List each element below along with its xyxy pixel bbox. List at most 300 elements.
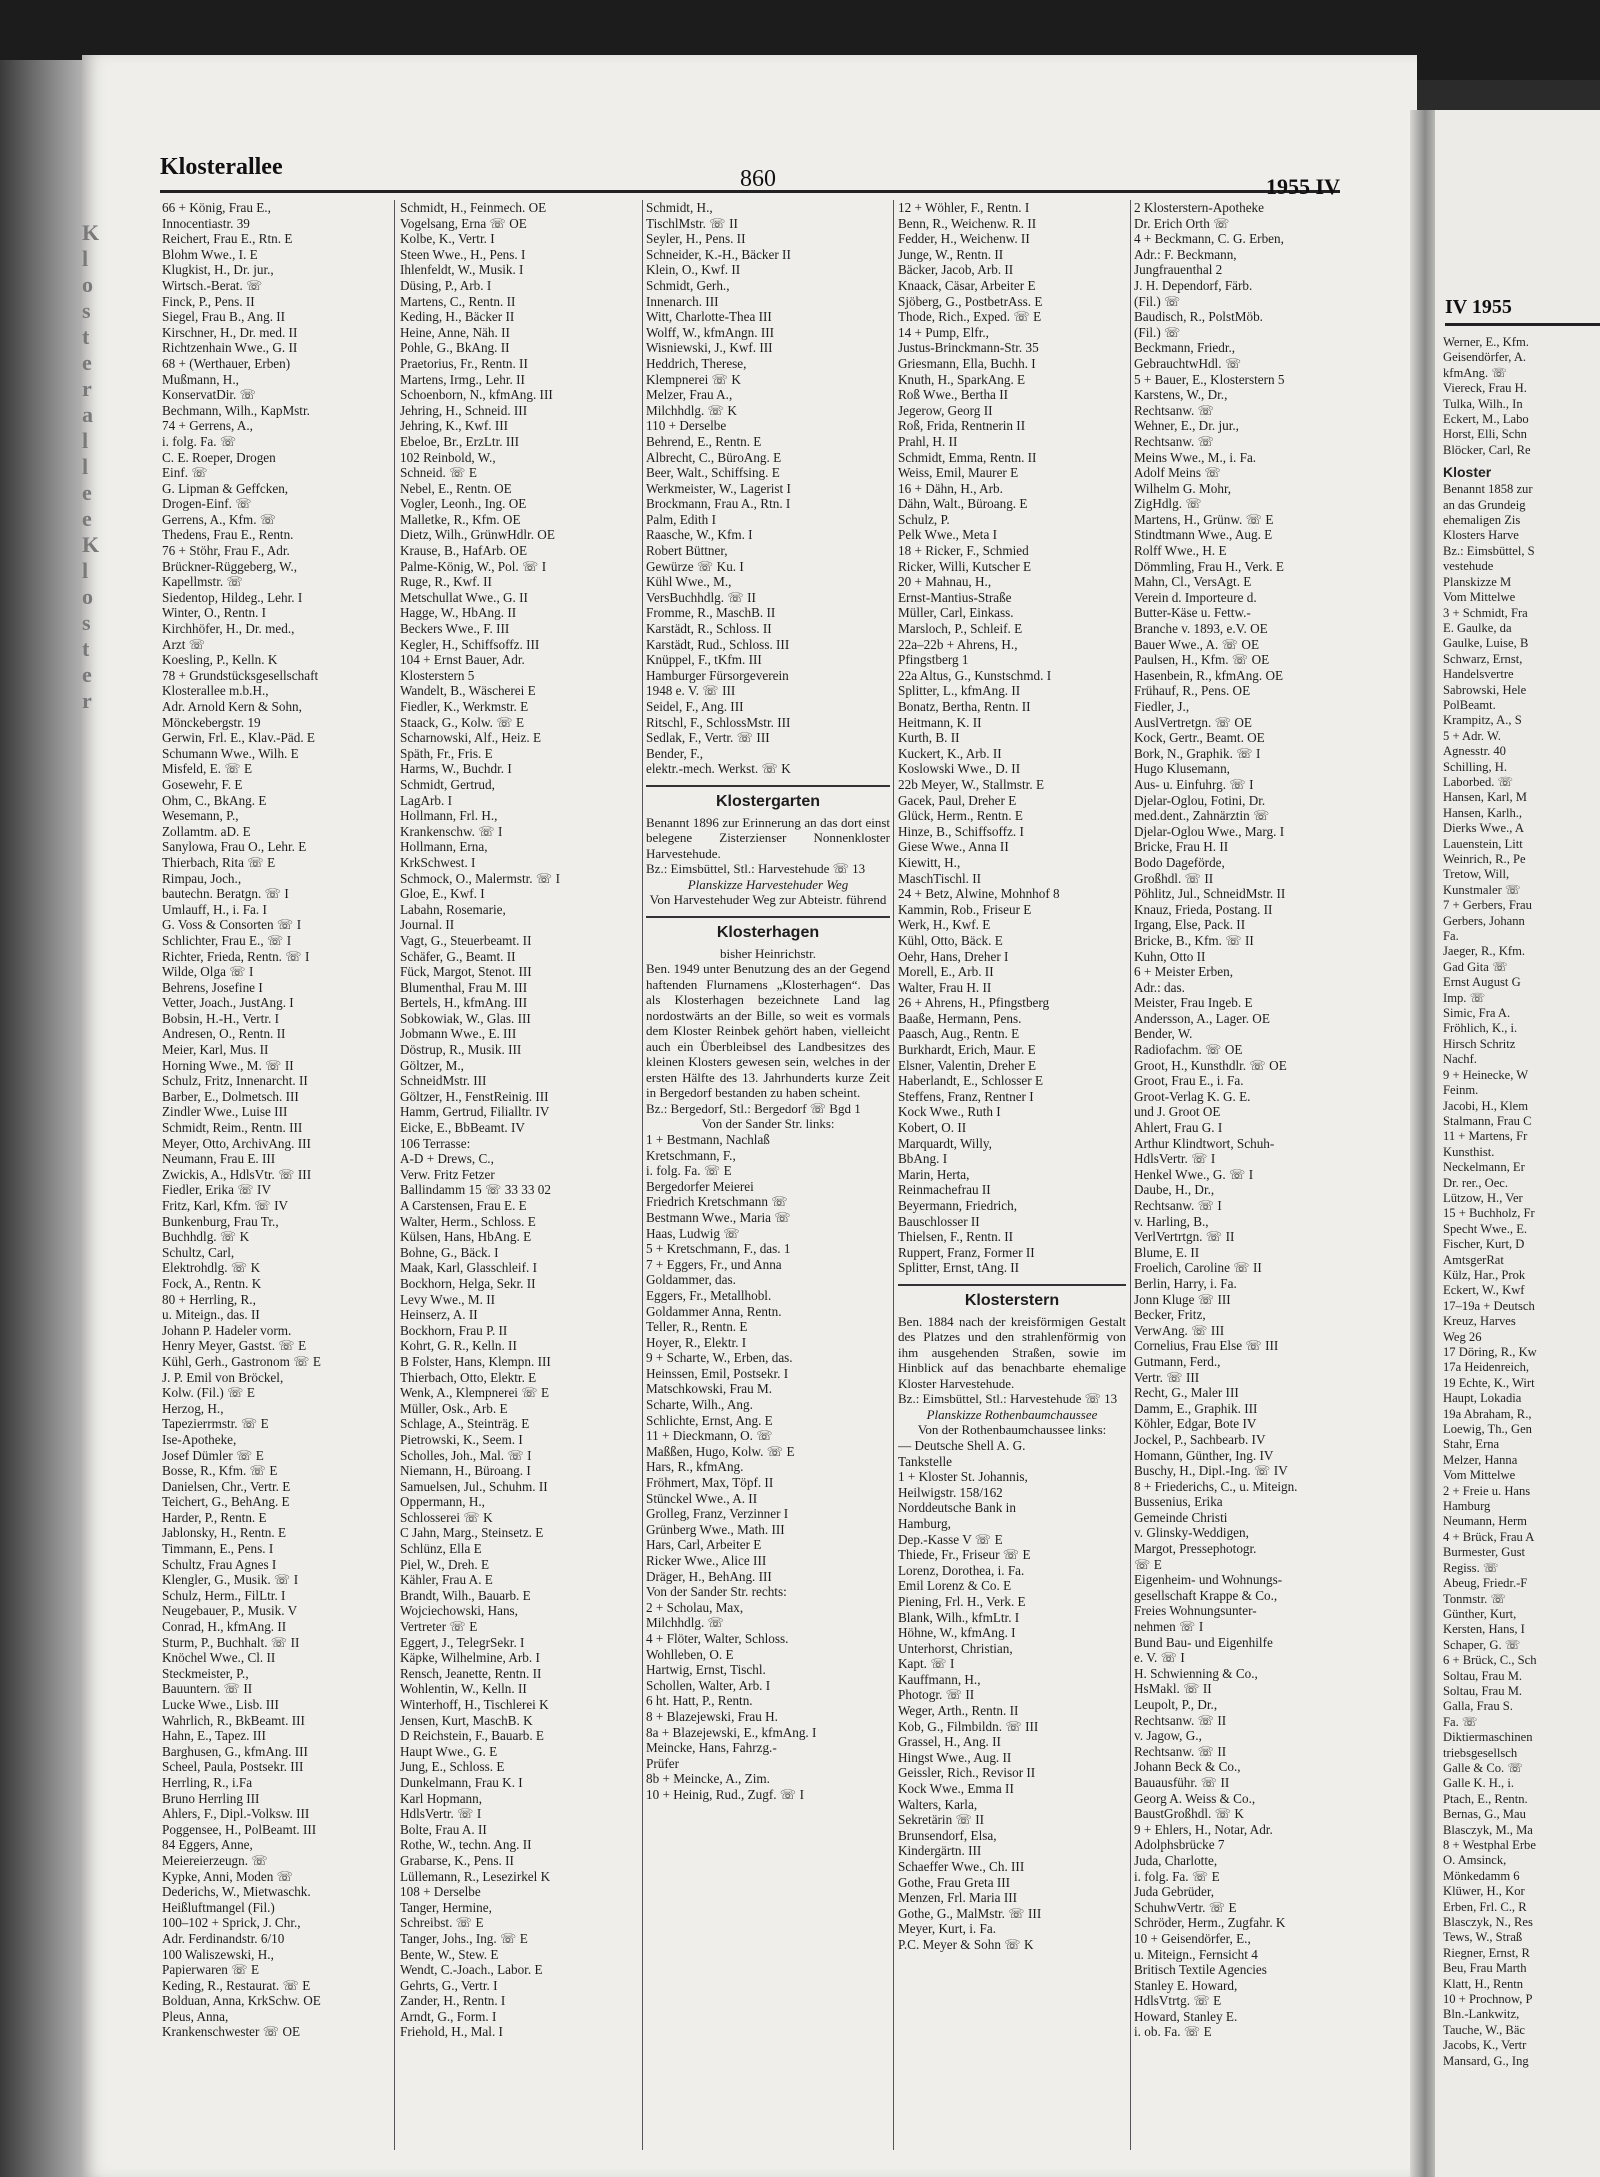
directory-entry: Ihlenfeldt, W., Musik. I [400,262,524,278]
directory-entry: Rechtsanw. ☏ II [1134,1743,1227,1759]
directory-entry: Kirschner, H., Dr. med. II [162,324,298,340]
directory-entry: 74 + Gerrens, A., [162,418,253,434]
directory-entry: Höhne, W., kfmAng. I [898,1625,1016,1641]
directory-entry: Bund Bau- und Eigenhilfe [1134,1634,1273,1650]
directory-entry: Kuhn, Otto II [1134,948,1206,964]
directory-entry: Kolw. (Fil.) ☏ E [162,1385,255,1401]
directory-entry: Journal. II [400,917,455,933]
edge-glyph: t [82,636,92,661]
edge-glyph: e [82,480,94,505]
directory-entry: Wilhelm G. Mohr, [1134,480,1232,496]
directory-entry: Fiedler, K., Werkmstr. E [400,699,529,714]
directory-entry: 6 + Brück, C., Sch [1443,1653,1537,1668]
directory-entry: Kunsthist. [1443,1144,1495,1159]
directory-entry: Benannt 1858 zur [1443,482,1533,497]
directory-entry: 8b + Meincke, A., Zim. [646,1771,770,1787]
directory-entry: GebrauchtwHdl. ☏ [1134,355,1242,371]
directory-entry: Schmidt, Reim., Rentn. III [162,1120,303,1136]
directory-entry: Scholles, Joh., Mal. ☏ I [400,1447,532,1463]
directory-entry: Freies Wohnungsunter- [1134,1603,1257,1619]
district-info: Bz.: Eimsbüttel, Stl.: Harvestehude ☏ 13 [646,861,866,877]
directory-entry: 68 + (Werthauer, Erben) [162,355,291,371]
directory-entry: Cornelius, Frau Else ☏ III [1134,1338,1279,1354]
directory-entry: bautechn. Beratgn. ☏ I [162,886,289,902]
directory-entry: Georg A. Weiss & Co., [1134,1790,1256,1806]
directory-entry: Rechtsanw. ☏ [1134,402,1215,418]
directory-entry: Adr. Ferdinandstr. 6/10 [162,1930,285,1946]
directory-entry: Glück, Herm., Rentn. E [898,808,1023,824]
directory-entry: Bernas, G., Mau [1443,1807,1526,1822]
directory-entry: Hirsch Schritz [1443,1036,1516,1051]
directory-entry: Mußmann, H., [162,371,239,387]
directory-entry: Eicke, E., BbBeamt. IV [400,1120,525,1136]
directory-entry: Schmidt, Gertrud, [400,776,495,792]
directory-entry: Praetorius, Fr., Rentn. II [400,355,528,371]
directory-entry: Milchhdlg. ☏ [646,1615,725,1631]
directory-entry: Emil Lorenz & Co. E [898,1578,1012,1594]
directory-entry: Käpke, Wilhelmine, Arb. I [400,1650,540,1666]
directory-entry: e. V. ☏ I [1134,1650,1185,1666]
directory-entry: Hollmann, Erna, [400,839,488,855]
directory-entry: Imp. ☏ [1443,990,1486,1005]
directory-entry: 1 + Kloster St. Johannis, [898,1469,1028,1485]
directory-entry: Bechmann, Wilh., KapMstr. [162,402,310,418]
directory-entry: Karl Hopmann, [400,1790,483,1806]
directory-entry: Niemann, H., Büroang. I [400,1463,531,1479]
directory-entry: Gerrens, A., Kfm. ☏ [162,511,277,527]
directory-entry: Matschkowski, Frau M. [646,1381,773,1397]
directory-entry: Jobmann Wwe., E. III [400,1026,517,1042]
directory-entry: Klatt, H., Rentn [1443,1976,1524,1991]
directory-entry: 26 + Ahrens, H., Pfingstberg [898,995,1050,1011]
directory-entry: H. Schwienning & Co., [1134,1665,1258,1681]
directory-entry: Bauausführ. ☏ II [1134,1774,1230,1790]
directory-entry: 22b Meyer, W., Stallmstr. E [898,776,1044,792]
directory-entry: Steffens, Franz, Rentner I [898,1088,1034,1104]
directory-entry: PolBeamt. [1443,697,1496,712]
directory-entry: Krankenschw. ☏ I [400,823,503,839]
directory-entry: Frühauf, R., Pens. OE [1134,683,1251,699]
section-description: Benannt 1896 zur Erinnerung an das dort einst belegene Zisterzienser Nonnenkloster Harvestehude. [646,814,890,861]
directory-entry: elektr.-mech. Werkst. ☏ K [646,761,791,777]
column-rule [642,200,643,2150]
directory-entry: VerlVertrtgn. ☏ II [1134,1229,1235,1245]
directory-entry: 5 + Bauer, E., Klosterstern 5 [1134,371,1285,387]
directory-entry: Rimpau, Joch., [162,870,242,886]
directory-entry: Piening, Frl. H., Verk. E [898,1593,1026,1609]
directory-entry: BbAng. I [898,1151,948,1167]
directory-entry: Meins Wwe., M., i. Fa. [1134,449,1257,465]
directory-entry: B Folster, Hans, Klempn. III [400,1353,551,1369]
directory-entry: Müller, Osk., Arb. E [400,1400,508,1416]
directory-entry: Brunsendorf, Elsa, [898,1827,997,1843]
edge-glyph: e [82,506,94,531]
edge-glyph: e [82,350,94,375]
directory-entry: (Fil.) ☏ [1134,293,1181,309]
directory-entry: 17–19a + Deutsch [1443,1298,1535,1313]
directory-entry: Soltau, Frau M. [1443,1683,1523,1698]
directory-entry: Hamm, Gertrud, Filialltr. IV [400,1104,550,1120]
directory-entry: 100–102 + Sprick, J. Chr., [162,1915,301,1931]
directory-entry: Ricker, Willi, Kutscher E [898,558,1032,574]
directory-entry: Zander, H., Rentn. I [400,1993,506,2009]
edge-glyph: l [82,428,91,453]
directory-entry: Dräger, H., BehAng. III [646,1568,772,1584]
directory-entry: Kuckert, K., Arb. II [898,745,1002,761]
directory-entry: Eigenheim- und Wohnungs- [1134,1572,1283,1588]
directory-entry: Aus- u. Einfuhrg. ☏ I [1134,776,1254,792]
directory-entry: Koesling, P., Kelln. K [162,652,278,668]
directory-entry: Schaeffer Wwe., Ch. III [898,1859,1025,1874]
directory-entry: Wahrlich, R., BkBeamt. III [162,1712,305,1728]
directory-entry: Ruge, R., Kwf. II [400,574,492,590]
directory-entry: Sturm, P., Buchhalt. ☏ II [162,1634,300,1650]
edge-glyph: t [82,324,92,349]
directory-entry: Günther, Kurt, [1443,1606,1517,1621]
directory-entry: Bobsin, H.-H., Vertr. I [162,1010,279,1026]
directory-entry: Weg 26 [1443,1329,1482,1344]
directory-entry: Kammin, Rob., Friseur E [898,901,1032,917]
directory-entry: 9 + Ehlers, H., Notar, Adr. [1134,1821,1273,1837]
directory-entry: Schaper, G. ☏ [1443,1637,1521,1652]
edge-glyph: l [82,246,91,271]
directory-entry: Karstädt, Rud., Schloss. III [646,636,790,652]
directory-entry: Heißluftmangel (Fil.) [162,1899,275,1915]
directory-entry: Lüllemann, R., Lesezirkel K [400,1868,551,1884]
directory-entry: VerwAng. ☏ III [1134,1322,1225,1338]
directory-entry: 78 + Grundstücksgesellschaft [162,667,319,683]
directory-entry: Gerwin, Frl. E., Klav.-Päd. E [162,730,315,746]
directory-entry: O. Amsinck, [1443,1853,1507,1868]
edge-glyph: o [82,584,95,609]
directory-entry: Schulz, Fritz, Innenarcht. II [162,1073,308,1089]
directory-entry: Fiedler, Erika ☏ IV [162,1182,271,1198]
directory-entry: Pelk Wwe., Meta I [898,527,998,543]
directory-entry: Radiofachm. ☏ OE [1134,1042,1243,1058]
directory-entry: Maßßen, Hugo, Kolw. ☏ E [646,1443,795,1459]
directory-entry: Umlauff, H., i. Fa. I [162,901,267,917]
directory-entry: 2 Klosterstern-Apotheke [1134,200,1265,215]
directory-entry: Kühl Wwe., M., [646,574,732,590]
directory-entry: Werner, E., Kfm. [1443,335,1529,349]
directory-entry: Ahlers, F., Dipl.-Volksw. III [162,1806,310,1822]
directory-entry: Seidel, F., Ang. III [646,699,744,714]
directory-entry: Ricker Wwe., Alice III [646,1553,767,1568]
directory-entry: Krause, B., HafArb. OE [400,543,528,559]
directory-entry: Groot-Verlag K. G. E. [1134,1088,1251,1104]
directory-entry: Neumann, Frau E. III [162,1151,276,1167]
directory-entry: Wirtsch.-Berat. ☏ [162,277,263,293]
directory-entry: Sobkowiak, W., Glas. III [400,1010,531,1026]
directory-entry: Mansard, G., Ing [1443,2053,1529,2068]
directory-entry: Haupt Wwe., G. E [400,1743,498,1759]
directory-entry: vestehude [1443,559,1494,574]
directory-entry: i. folg. Fa. ☏ E [1134,1868,1220,1884]
directory-entry: Heinserz, A. II [400,1307,478,1323]
directory-entry: Wisniewski, J., Kwf. III [646,340,773,356]
directory-entry: Hollmann, Frl. H., [400,808,498,824]
directory-entry: Friehold, H., Mal. I [400,2024,503,2040]
directory-entry: Richtzenhain Wwe., G. II [162,340,298,356]
directory-entry: Einf. ☏ [162,465,208,481]
planskizze-note: Planskizze Harvestehuder Weg [687,876,849,892]
directory-entry: Arndt, G., Form. I [400,2008,497,2024]
directory-entry: Specht Wwe., E. [1443,1221,1528,1236]
directory-entry: Kypke, Anni, Moden ☏ [162,1868,294,1884]
directory-entry: Ebeloe, Br., ErzLtr. III [400,433,520,449]
directory-entry: Schultz, Frau Agnes I [162,1556,277,1572]
directory-entry: 6 + Meister Erben, [1134,964,1233,980]
directory-entry: Vetter, Joach., JustAng. I [162,995,294,1011]
directory-entry: Beyermann, Friedrich, [898,1198,1018,1213]
edge-glyph: l [82,558,91,583]
directory-entry: AmtsgerRat [1443,1252,1504,1267]
directory-entry: Sabrowski, Hele [1443,682,1527,697]
edge-glyph: K [82,220,102,245]
directory-entry: Walter, Herm., Schloss. E [400,1213,536,1229]
directory-entry: med.dent., Zahnärztin ☏ [1134,808,1270,824]
directory-entry: Neckelmann, Er [1443,1160,1525,1175]
directory-entry: Elsner, Valentin, Dreher E [898,1057,1037,1073]
directory-entry: KonservatDir. ☏ [162,387,257,403]
directory-entry: Wehner, E., Dr. jur., [1134,418,1239,434]
edge-glyph: a [82,402,95,427]
directory-entry: Gacek, Paul, Dreher E [898,792,1017,808]
directory-entry: 3 + Schmidt, Fra [1443,605,1528,620]
directory-entry: Nebel, E., Rentn. OE [400,480,512,496]
directory-entry: Kegler, H., Schiffsoffz. III [400,636,540,652]
directory-entry: Schlichte, Ernst, Ang. E [646,1412,773,1428]
directory-entry: Gerbers, Johann [1443,913,1525,928]
directory-entry: Wolff, W., kfmAngn. III [646,324,774,340]
directory-entry: C Jahn, Marg., Steinsetz. E [400,1525,544,1541]
directory-entry: Schlichter, Frau E., ☏ I [162,932,292,948]
directory-entry: 5 + Adr. W. [1443,728,1501,743]
directory-entry: Bauer Wwe., A. ☏ OE [1134,636,1260,652]
directory-entry: Albrecht, C., BüroAng. E [646,449,782,465]
directory-entry: Weinrich, R., Pe [1443,852,1526,866]
directory-entry: Galle K. H., i. [1443,1776,1514,1791]
directory-entry: 4 + Brück, Frau A [1443,1529,1535,1544]
route-note: Von der Rothenbaumchaussee links: [917,1422,1107,1438]
directory-entry: Rothe, W., techn. Ang. II [400,1837,532,1853]
edge-glyph: o [82,272,95,297]
directory-entry: Knaack, Cäsar, Arbeiter E [898,277,1036,293]
directory-entry: Raasche, W., Kfm. I [646,527,753,543]
directory-entry: Vertreter ☏ E [400,1619,478,1635]
district-info: Bz.: Eimsbüttel, Stl.: Harvestehude ☏ 13 [898,1391,1118,1407]
directory-entry: 104 + Ernst Bauer, Adr. [400,652,525,668]
column-4 [898,200,1126,2155]
directory-entry: Burmester, Gust [1443,1545,1526,1560]
directory-entry: Horning Wwe., M. ☏ II [162,1057,294,1073]
directory-entry: 110 + Derselbe [646,418,727,434]
directory-entry: Verein d. Importeure d. [1134,589,1257,605]
directory-entry: 66 + König, Frau E., [162,200,271,215]
directory-entry: Blasczyk, N., Res [1443,1915,1533,1930]
directory-entry: Jacobi, H., Klem [1443,1098,1528,1113]
directory-entry: Butter-Käse u. Fettw.- [1134,605,1251,621]
directory-entry: Josef Dümler ☏ E [162,1447,264,1463]
directory-entry: Henkel Wwe., G. ☏ I [1134,1166,1254,1182]
directory-entry: Gutmann, Ferd., [1134,1353,1221,1369]
directory-entry: v. Harling, B., [1134,1213,1209,1229]
directory-entry: Wojciechowski, Hans, [400,1603,518,1619]
route-note: Von der Sander Str. links: [701,1116,835,1132]
directory-entry: Hagge, W., HbAng. II [400,605,517,621]
directory-entry: Simic, Fra A. [1443,1006,1511,1021]
directory-entry: Harms, W., Buchdr. I [400,761,512,777]
directory-entry: Danielsen, Chr., Vertr. E [162,1478,291,1494]
directory-entry: Lauenstein, Litt [1443,836,1523,851]
directory-entry: 20 + Mahnau, H., [898,574,992,590]
directory-entry: TischlMstr. ☏ II [646,215,738,231]
directory-entry: Adr.: F. Beckmann, [1134,246,1237,262]
directory-entry: Seyler, H., Pens. II [646,231,746,247]
directory-entry: Kock, Gertr., Beamt. OE [1134,730,1265,746]
directory-entry: Richter, Frieda, Rentn. ☏ I [162,948,310,964]
directory-entry: Pohle, G., BkAng. II [400,340,510,356]
directory-entry: Jablonsky, H., Rentn. E [162,1525,287,1541]
directory-entry: Meyer, Kurt, i. Fa. [898,1921,996,1937]
directory-entry: KrkSchwest. I [400,854,476,870]
directory-entry: Knüppel, F., tKfm. III [646,652,762,668]
directory-entry: Witt, Charlotte-Thea III [646,309,772,325]
directory-entry: Klüwer, H., Kor [1443,1884,1525,1899]
directory-entry: Jehring, H., Schneid. III [400,402,528,418]
directory-entry: 10 + Geisendörfer, E., [1134,1930,1251,1946]
directory-entry: 19 Echte, K., Wirt [1443,1375,1535,1390]
directory-entry: Bonatz, Bertha, Rentn. II [898,699,1031,714]
directory-entry: Djelar-Oglou Wwe., Marg. I [1134,823,1285,839]
directory-entry: Andersson, A., Lager. OE [1134,1010,1270,1026]
edge-glyph: l [82,454,91,479]
directory-entry: Prüfer [646,1755,679,1771]
directory-entry: Hahn, E., Tapez. III [162,1728,266,1744]
directory-entry: J. H. Dependorf, Färb. [1134,277,1253,293]
directory-entry: Hansen, Karlh., [1443,805,1523,820]
directory-entry: Neumann, Herm [1443,1514,1527,1529]
directory-entry: Beer, Walt., Schiffsing. E [646,465,780,481]
directory-entry: 80 + Herrling, R., [162,1291,256,1307]
previous-page-edge [82,220,122,2170]
directory-entry: Hingst Wwe., Aug. II [898,1749,1012,1765]
directory-entry: Bussenius, Erika [1134,1494,1223,1510]
directory-entry: Stanley E. Howard, [1134,1977,1238,1993]
directory-entry: und J. Groot OE [1134,1104,1221,1120]
directory-entry: Scharnowski, Alf., Heiz. E [400,730,542,746]
directory-entry: Marsloch, P., Schleif. E [898,621,1023,637]
next-page-column [1443,335,1600,2069]
directory-entry: Palme-König, W., Pol. ☏ I [400,558,547,574]
directory-entry: Gothe, G., MalMstr. ☏ III [898,1905,1042,1921]
directory-entry: Walters, Karla, [898,1796,978,1812]
directory-entry: 100 Waliszewski, H., [162,1946,274,1962]
directory-entry: Schmidt, Gerh., [646,277,730,293]
directory-entry: 76 + Stöhr, Frau F., Adr. [162,543,290,559]
directory-entry: Knöchel Wwe., Cl. II [162,1650,276,1666]
directory-entry: Vagt, G., Steuerbeamt. II [400,932,532,948]
directory-entry: Kock Wwe., Ruth I [898,1104,1001,1120]
directory-entry: Behrens, Josefine I [162,979,263,995]
directory-entry: Buchhdlg. ☏ K [162,1229,250,1245]
directory-entry: Eggert, J., TelegrSekr. I [400,1634,525,1650]
column-3-entries [646,200,890,777]
directory-entry: Johann P. Hadeler vorm. [162,1322,292,1338]
edge-glyph: e [82,662,94,687]
directory-entry: Sanylowa, Frau O., Lehr. E [162,839,307,855]
directory-entry: Beu, Frau Marth [1443,1961,1527,1976]
directory-entry: Schultz, Carl, [162,1244,235,1260]
directory-entry: Kob, G., Filmbildn. ☏ III [898,1718,1039,1734]
directory-entry: Sedlak, F., Vertr. ☏ III [646,730,770,746]
directory-entry: Henry Meyer, Gastst. ☏ E [162,1338,307,1354]
directory-entry: Metschullat Wwe., G. II [400,589,528,605]
directory-entry: Kobert, O. II [898,1120,967,1136]
directory-entry: Tulka, Wilh., In [1443,396,1523,411]
directory-entry: Kohrt, G. R., Kelln. II [400,1338,517,1354]
directory-entry: 4 + Flöter, Walter, Schloss. [646,1630,789,1646]
directory-entry: 10 + Prochnow, P [1443,1992,1533,2007]
directory-entry: Ballindamm 15 ☏ 33 33 02 [400,1182,551,1198]
directory-entry: Bricke, B., Kfm. ☏ II [1134,932,1254,948]
directory-entry: Erben, Frl. C., R [1443,1899,1527,1914]
directory-entry: kfmAng. ☏ [1443,365,1508,380]
directory-entry: Mönckebergstr. 19 [162,714,261,730]
directory-entry: Tews, W., Straß [1443,1930,1523,1945]
directory-entry: Dömmling, Frau H., Verk. E [1134,558,1284,574]
directory-entry: Haas, Ludwig ☏ [646,1225,740,1241]
directory-entry: Djelar-Oglou, Fotini, Dr. [1134,792,1266,808]
directory-entry: Innenarch. III [646,293,719,309]
directory-entry: Zindler Wwe., Luise III [162,1104,288,1120]
directory-entry: Schmidt, H., [646,200,713,215]
directory-entry: Von der Sander Str. rechts: [646,1584,787,1600]
directory-entry: Thielsen, F., Rentn. II [898,1229,1014,1245]
directory-entry: Viereck, Frau H. [1443,381,1527,396]
directory-entry: Tanger, Johs., Ing. ☏ E [400,1930,528,1946]
directory-entry: Dietz, Wilh., GrünwHdlr. OE [400,527,555,543]
column-rule [1130,200,1131,2150]
section-title-klosterstern: Klosterstern [898,1284,1126,1310]
directory-entry: Wenk, A., Klempnerei ☏ E [400,1385,550,1401]
directory-entry: C. E. Roeper, Drogen [162,449,276,465]
directory-entry: Burkhardt, Erich, Maur. E [898,1042,1036,1058]
directory-entry: Geissler, Rich., Revisor II [898,1765,1036,1781]
directory-entry: Hamburger Fürsorgeverein [646,667,789,683]
directory-entry: Malletke, R., Kfm. OE [400,511,521,527]
directory-entry: Hars, Carl, Arbeiter E [646,1537,762,1553]
page-edge-shadow [0,60,90,2177]
directory-entry: Wilde, Olga ☏ I [162,964,254,980]
directory-entry: Ahlert, Frau G. I [1134,1120,1223,1136]
directory-entry: Siegel, Frau B., Ang. II [162,309,286,325]
route-note: Von Harvestehuder Weg zur Abteistr. führend [649,892,887,908]
directory-entry: u. Miteign., das. II [162,1307,260,1323]
directory-entry: Robert Büttner, [646,543,728,559]
directory-entry: HdlsVtrtg. ☏ E [1134,1993,1222,2009]
directory-entry: Junge, W., Rentn. II [898,246,1004,262]
directory-entry: Kunstmaler ☏ [1443,882,1521,897]
directory-entry: Regiss. ☏ [1443,1560,1499,1575]
directory-entry: Geisendörfer, A. [1443,350,1527,365]
year-volume: 1955 IV [1266,174,1340,199]
directory-entry: SchuhwVertr. ☏ E [1134,1899,1237,1915]
directory-entry: 10 + Heinig, Rud., Zugf. ☏ I [646,1786,804,1802]
directory-entry: Werkmeister, W., Lagerist I [646,480,791,496]
directory-entry: Kock Wwe., Emma II [898,1781,1014,1797]
planskizze-note: Planskizze Rothenbaumchaussee [926,1406,1098,1422]
